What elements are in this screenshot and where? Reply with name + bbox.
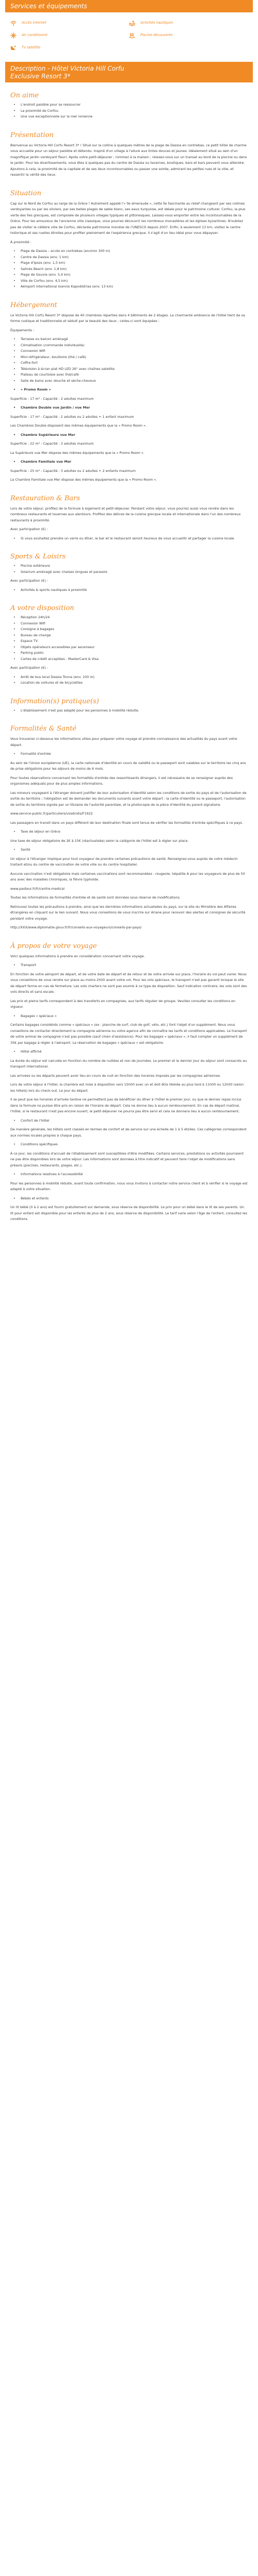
service-piscine: [129, 32, 248, 39]
formalites-link[interactable]: http://XXX/www.diplomatie.gouv.fr/fr/conseils-aux-voyageurs/conseils-par-pays/: [10, 925, 142, 929]
informations-list: [10, 708, 248, 714]
list-item: • Taxe de séjour en Grèce: [10, 829, 248, 835]
list-item: • Plage de Dassia – accès en contrebas (environ 300 m): [10, 248, 248, 255]
propos-text: Les prix et pleins tarifs correspondent à des transferts en compagnies, aux tarifs régulier de groupe. Veuillez consulter les conditions en vigueur.: [10, 998, 236, 1009]
list-item: • Solarium aménagé avec chaises longues et parasols: [10, 569, 248, 575]
propos-accessibilite: [10, 1172, 248, 1178]
formalites-link[interactable]: www.pasteur.fr/fr/centre-medical: [10, 886, 64, 891]
list-item: • Bureau de change: [10, 633, 248, 639]
situation-nearby-label: À proximité :: [10, 240, 31, 244]
list-item: • Aéroport international Ioannis Kapodistrias (env. 13 km): [10, 284, 248, 290]
room-type: • Chambre Familiale vue Mer: [10, 459, 248, 465]
disposition-list: [10, 615, 248, 662]
formalites-text: Aucune vaccination n'est obligatoire mais certaines vaccinations sont recommandées : rougeole, hépatite A pour les voyageurs de plus de 50 ans avec des maladies chroniques, la fièvre typhoïde.: [10, 871, 245, 882]
propos-text: À ce jour, les conditions d'accueil de l'établissement sont susceptibles d'être modifiées. Certains services, prestations ou activités pourraient ne pas être disponibles lors de votre séjour. Les informations sont données à titre indicatif et peuvent faire l'objet de modifications sans préavis (piscines, restaurants, plages, etc.).: [10, 1151, 244, 1167]
on-aime-list: [10, 102, 248, 120]
formalites-text: Une taxe de séjour obligatoire de 2€ à 15€ (réactualisée) selon la catégorie de l'hôtel est à régler sur place.: [10, 838, 189, 843]
situation-list: [10, 248, 248, 290]
list-item: • Piscine extérieure: [10, 563, 248, 569]
list-item: • Informations relatives à l'accessibilité: [10, 1172, 248, 1178]
section-title-situation: Situation: [10, 189, 41, 197]
list-item: • Activités & sports nautiques à proximité: [10, 587, 248, 594]
list-item: • Plateau de courtoisie avec thé/café: [10, 372, 248, 378]
room-type: • « Promo Room »: [10, 387, 248, 393]
propos-text: Un lit bébé (0 à 2 ans) est fourni gratuitement sur demande, sous réserve de disponibilité. Le prix pour un bébé dans le lit de ses parents. Un lit pour enfant est disponible pour les enfants de plus de 2 ans, sous réserve de disponibilité. Le tarif varie selon l'âge de l'enfant, consultez les conditions.: [10, 1205, 248, 1221]
section-title-disposition: A votre disposition: [10, 604, 74, 612]
list-item: • Hôtel affiché: [10, 1049, 248, 1055]
hebergement-equip-label: Équipements :: [10, 328, 35, 332]
room-note: La Supérieure vue Mer dispose des mêmes équipements que la « Promo Room ».: [10, 450, 144, 455]
list-item: • Connexion Wifi: [10, 621, 248, 627]
list-item: • Bagages « spéciaux »: [10, 1013, 248, 1020]
list-item: • Télévision à écran plat HD LED 26" avec chaînes satellite: [10, 366, 248, 372]
list-item: • Si vous souhaitez prendre un verre ou dîner, le bar et le restaurant seront heureux de vous accueillir et partager la cuisine locale: [10, 536, 248, 542]
presentation-text: Bienvenue au Victoria Hill Corfu Resort 3* ! Situé sur la colline à quelques mètres de la plage de Dassia en contrebas, ce petit hôtel de charme vous accueille pour un séjour paisible et détendu. Inspiré d'un village à l'allure aux tintes douces et jaunes. Idéalement situé au sein d'un magnifique jardin verdoyant fleuri. Après votre petit-déjeuner ; rommez à la maison ; relaxez-vous sur un transat au bord de la piscine ou dans le jardin. Pour les divertissements, vous êtes à quelques pas du centre de Dassia ou tavernes, boutiques, bars et bars peuvent vous attendre. Ajoutons à cela, la proximité de la capitale et de ses lieux incontournables ou passer une soirée, admirant les petites rues et la ville, et ressentir la vérité des lieux.: [10, 143, 247, 177]
list-item: • L'endroit paisible pour se ressourcer: [10, 102, 248, 108]
list-item: • Consigne à bagages: [10, 626, 248, 633]
formalites-text: Toutes les informations de formalités d'entrée et de santé sont données sous réserve de modifications.: [10, 895, 181, 900]
room-spec: Superficie : 25 m² - Capacité : 3 adultes ou 2 adultes + 2 enfants maximum: [10, 468, 136, 473]
list-item: • Centre de Dassia (env. 1 km): [10, 255, 248, 261]
section-title-formalites: Formalités & Santé: [10, 725, 77, 733]
restauration-list: [10, 536, 248, 542]
room-type: • Chambre Double vue Jardin / vue Mer: [10, 405, 248, 411]
formalites-intro: Vous trouverez ci-dessous les informations utiles pour préparer votre voyage et prendre connaissance des actualités du pays avant votre départ.: [10, 737, 237, 747]
list-item: • Climatisation (commande individuelle): [10, 343, 248, 349]
section-title-on-aime: On aime: [10, 92, 39, 99]
service-tv: [10, 44, 129, 52]
hebergement-text: Le Victoria Hill Corfu Resort 3* dispose de 40 chambres réparties dans 4 bâtiments de 2 étages. La charmante ambiance de l'hôtel tient de sa forme rustique et traditionnelle et séduit par la beauté des lieux ; celles-ci sont équipées :: [10, 313, 245, 323]
hebergement-list: [10, 336, 248, 384]
snowflake-icon: [10, 32, 17, 39]
list-item: • Transport: [10, 962, 248, 969]
list-item: • Réception 24h/24: [10, 615, 248, 621]
formalites-sante: [10, 847, 248, 853]
services-grid: [10, 15, 248, 52]
service-label: Activités nautiques: [140, 21, 173, 25]
propos-transport: [10, 962, 248, 969]
formalites-taxe: [10, 829, 248, 835]
description-banner: [5, 62, 253, 82]
list-item: • Coffre-fort: [10, 360, 248, 366]
service-label: Tv satellite: [22, 45, 41, 50]
disposition-paid-list: [10, 674, 248, 686]
list-item: • Conditions spécifiques: [10, 1142, 248, 1148]
restauration-text: Lors de votre séjour, profitez de la formule à logement et petit-déjeuner. Pendant votre séjour, vous pourrez aussi vous rendre dans les nombreux restaurants et tavernes aux alentours. Profitez des délices de la cuisine grecque locale et internationale dans l'un des nombreux restaurants à proximité.: [10, 506, 241, 522]
services-section: [10, 15, 248, 52]
section-title-informations: Information(s) pratique(s): [10, 697, 99, 705]
description-title: Description - Hôtel Victoria Hill Corfu: [10, 65, 124, 72]
disposition-paid-label: Avec participation (€) :: [10, 666, 48, 670]
list-item: • Plage d'Ipsos (env. 1,5 km): [10, 260, 248, 266]
sports-list: [10, 563, 248, 575]
sports-paid-list: [10, 587, 248, 594]
list-item: • Terrasse ou balcon aménagé: [10, 336, 248, 343]
room-note: Les Chambres Double disposent des mêmes équipements que la « Promo Room ».: [10, 423, 147, 428]
list-item: • Mini-réfrigérateur, bouilloire (thé / café): [10, 354, 248, 361]
formalites-entree: [10, 751, 248, 757]
list-item: • Formalité d'entrée: [10, 751, 248, 757]
formalites-text: Au sein de l'Union européenne (UE), la carte nationale d'identité en cours de validité ou le passeport sont valables sur le territoire les cinq ans de prise obligatoire pour les séjours de moins de 6 mois.: [10, 760, 246, 771]
wave-icon: [129, 20, 135, 26]
room-sup-list: [10, 432, 248, 438]
propos-text: Les arrivées ou les départs peuvent avoir lieu en cours de nuit en fonction des horaires imposés par les compagnies aériennes.: [10, 1073, 221, 1078]
list-item: • Santé: [10, 847, 248, 853]
service-label: Air conditionné: [22, 33, 47, 38]
propos-text: La durée du séjour est calculée en fonction du nombre de nuitées et non de journées. Le premier et le dernier jour du séjour sont consacrés au transport international.: [10, 1058, 247, 1069]
formalites-link[interactable]: www.service-public.fr/particuliers/vosdroits/F1922: [10, 811, 93, 816]
services-banner: Services et équipements: [5, 0, 253, 12]
list-item: • Une vue exceptionnelle sur la mer ionienne: [10, 114, 248, 120]
section-title-propos: À propos de votre voyage: [10, 942, 97, 950]
propos-text: Pour les personnes à mobilité réduite, avant toute confirmation, nous vous invitons à contacter notre service client et à vérifier si le voyage est adapté à votre situation.: [10, 1181, 248, 1191]
propos-text: Il se peut que les horaires d'arrivée tardive ne permettent pas de bénéficier du dîner à l'hôtel le premier jour, ou que le dernier repas inclus dans la formule ne puisse être pris en raison de l'horaire de départ. Cela ne donne lieu à aucun remboursement. En cas de départ matinal, l'hôtel, si le restaurant n'est pas encore ouvert, le petit-déjeuner ne pourra pas être servi et cela ne donnera lieu à aucun remboursement.: [10, 1097, 241, 1113]
list-item: • Parking public: [10, 650, 248, 656]
list-item: • Location de voitures et de bicyclettes: [10, 680, 248, 686]
section-title-sports: Sports & Loisirs: [10, 553, 66, 561]
formalites-text: Les passagers en transit dans un pays différent de leur destination finale sont tenus de vérifier les formalités d'entrée spécifiques à ce pays.: [10, 820, 243, 825]
section-title-restauration: Restauration & Bars: [10, 494, 80, 502]
page: [0, 0, 258, 1223]
list-item: • Connexion Wifi: [10, 348, 248, 354]
propos-text: Certains bagages considérés comme « spéciaux » (ex : planche de surf, club de golf, vélo, etc.) font l'objet d'un supplément. Nous vous conseillons de contacter directement la compagnie aérienne ou votre agence afin de connaître les tarifs et conditions applicables. Le transport de votre animal de compagnie n'est pas possible (sauf chien d'assistance). Pour les bagages « spéciaux », il faut compter un supplément de 35€ par bagage à régler à l'aéroport. La réservation de bagages « spéciaux » est obligatoire.: [10, 1023, 247, 1045]
room-fam-list: [10, 459, 248, 465]
propos-hotel: [10, 1049, 248, 1055]
description-subtitle: Exclusive Resort 3*: [10, 73, 71, 80]
service-air: [10, 32, 129, 39]
room-spec: Superficie : 22 m² - Capacité : 3 adultes maximum: [10, 442, 94, 446]
list-item: • Ville de Corfou (env. 4,5 km): [10, 278, 248, 284]
service-internet: [10, 20, 129, 27]
room-type: • Chambre Supérieure vue Mer: [10, 432, 248, 438]
room-promo-list: [10, 387, 248, 393]
section-title-hebergement: Hébergement: [10, 301, 57, 309]
service-label: Piscine découverte: [140, 33, 173, 38]
list-item: • Arrêt de bus local Dassia Tonna (env. 100 m): [10, 674, 248, 681]
service-label: Accès internet: [22, 21, 46, 25]
list-item: • Plage de Gouvia (env. 5,4 km): [10, 272, 248, 278]
situation-text: Cap sur le Nord de Corfou au large de la Grèce ! Autrement appelé l'« île émeraude », cette île fascinante au relief changeant par ses collines verdoyantes ou par les oliviers, par ses belles plages de sable blanc, ses eaux turquoise, est idéale pour le patrimoine culturel. Corfou, la plus verte des îles grecques, est composée de plusieurs villages typiques et pittoresques. Laissez-vous emporter entre les incontournables de la Grèce. Pour les amoureux de l'ancienne ville classique, vous pourrez découvrir les nombreux monastères et les églises byzantines. N'oubliez pas de visiter la célèbre ville de Corfou, déclarée patrimoine mondial de l'UNESCO depuis 2007. Enfin, à seulement 13 km, visitez le centre historique et ses ruelles étroites pour profiter pleinement de l'expérience grecque. Il s'agit d'un lieu idéal pour vous dépayser.: [10, 201, 246, 235]
list-item: • Bébés et enfants: [10, 1196, 248, 1202]
list-item: • La proximité de Corfou: [10, 108, 248, 114]
list-item: • L'établissement n'est pas adapté pour les personnes à mobilité réduite.: [10, 708, 248, 714]
restauration-paid-label: Avec participation (€) :: [10, 527, 48, 531]
room-double-list: [10, 405, 248, 411]
list-item: • Espace TV: [10, 638, 248, 645]
list-item: • Objets opérateurs accessibles par ascenseur: [10, 645, 248, 651]
propos-bebes: [10, 1196, 248, 1202]
propos-confort: [10, 1118, 248, 1124]
formalites-text: Retrouvez toutes les précautions à prendre, ainsi que les dernières informations actualisées du pays, sur le site du Ministère des Affaires étrangères en cliquant sur le lien suivant. Nous vous conseillons de vous inscrire sur Ariane pour recevoir des alertes et consignes de sécurité pendant votre voyage.: [10, 904, 246, 921]
list-item: • Salle de bains avec douche et sèche-cheveux: [10, 378, 248, 384]
list-item: • Cartes de crédit acceptées : MasterCard & Visa: [10, 656, 248, 663]
formalites-text: Un séjour à l'étranger implique pour tout voyageur de prendre certaines précautions de santé. Renseignez-vous auprès de votre médecin traitant et/ou du centre de vaccination de votre ville ou du centre hospitalier.: [10, 856, 238, 867]
propos-text: Lors de votre séjour à l'hôtel, la chambre est mise à disposition vers 15h00 avec un et doit être libérée au plus tard à 11h00 ou 12h00 (selon les hôtels) lors du check-out. Le jour du départ.: [10, 1082, 244, 1093]
pool-icon: [129, 32, 135, 39]
list-item: • Salinès Beach (env. 1,8 km): [10, 266, 248, 273]
list-item: • Confort de l'hôtel: [10, 1118, 248, 1124]
room-spec: Superficie : 17 m² - Capacité : 2 adultes maximum: [10, 396, 94, 401]
sports-paid-label: Avec participation (€) :: [10, 579, 48, 583]
formalites-text: Pour toutes réservations concernant les formalités d'entrée des ressortissants étrangers, il est nécessaire de se renseigner auprès des organismes adéquats pour de plus amples informations.: [10, 775, 233, 786]
room-spec: Superficie : 17 m² - Capacité : 2 adultes ou 2 adultes + 1 enfant maximum: [10, 414, 134, 419]
formalites-text: Les mineurs voyageant à l'étranger doivent justifier de leur autorisation d'identité selon les conditions de sortie du pays et de l'autorisation de sortie du territoire ; l'obligation est de demander les documents suivants avant votre départ : la carte d'identité ou le passeport, l'autorisation de sortie du territoire signée par un titulaire de l'autorité parentale, et la photocopie de la pièce d'identité du parent signataire.: [10, 790, 247, 807]
propos-bagages: [10, 1013, 248, 1020]
wifi-icon: [10, 20, 17, 26]
satellite-icon: [10, 45, 17, 51]
service-nautique: [129, 20, 248, 27]
propos-intro: Voici quelques informations à prendre en considération concernant votre voyage.: [10, 954, 145, 958]
propos-text: De manière générale, les hôtels sont classés en termes de confort et de service sur une échelle de 1 à 5 étoiles. Ces catégories correspondent aux normes locales propres à chaque pays.: [10, 1127, 247, 1138]
room-note: La Chambre Familiale vue Mer dispose des mêmes équipements que la « Promo Room ».: [10, 478, 157, 482]
section-title-presentation: Présentation: [10, 131, 54, 139]
propos-text: En fonction de votre aéroport de départ, et de votre date de départ et de retour et de votre arrivée sur place, l'horaire du vol peut varier. Nous vous conseillons de vous rendre sur place au moins 2h00 avant votre vol. Pour les vols spéciaux, le transport n'est pas garanti lorsque le site de départ ferme en cas de fermeture. Les vols charters ne sont pas soumis à ce type de disposition. Sauf indication contraire, les vols sont des vols directs et sans escale.: [10, 972, 247, 994]
propos-conditions: [10, 1142, 248, 1148]
